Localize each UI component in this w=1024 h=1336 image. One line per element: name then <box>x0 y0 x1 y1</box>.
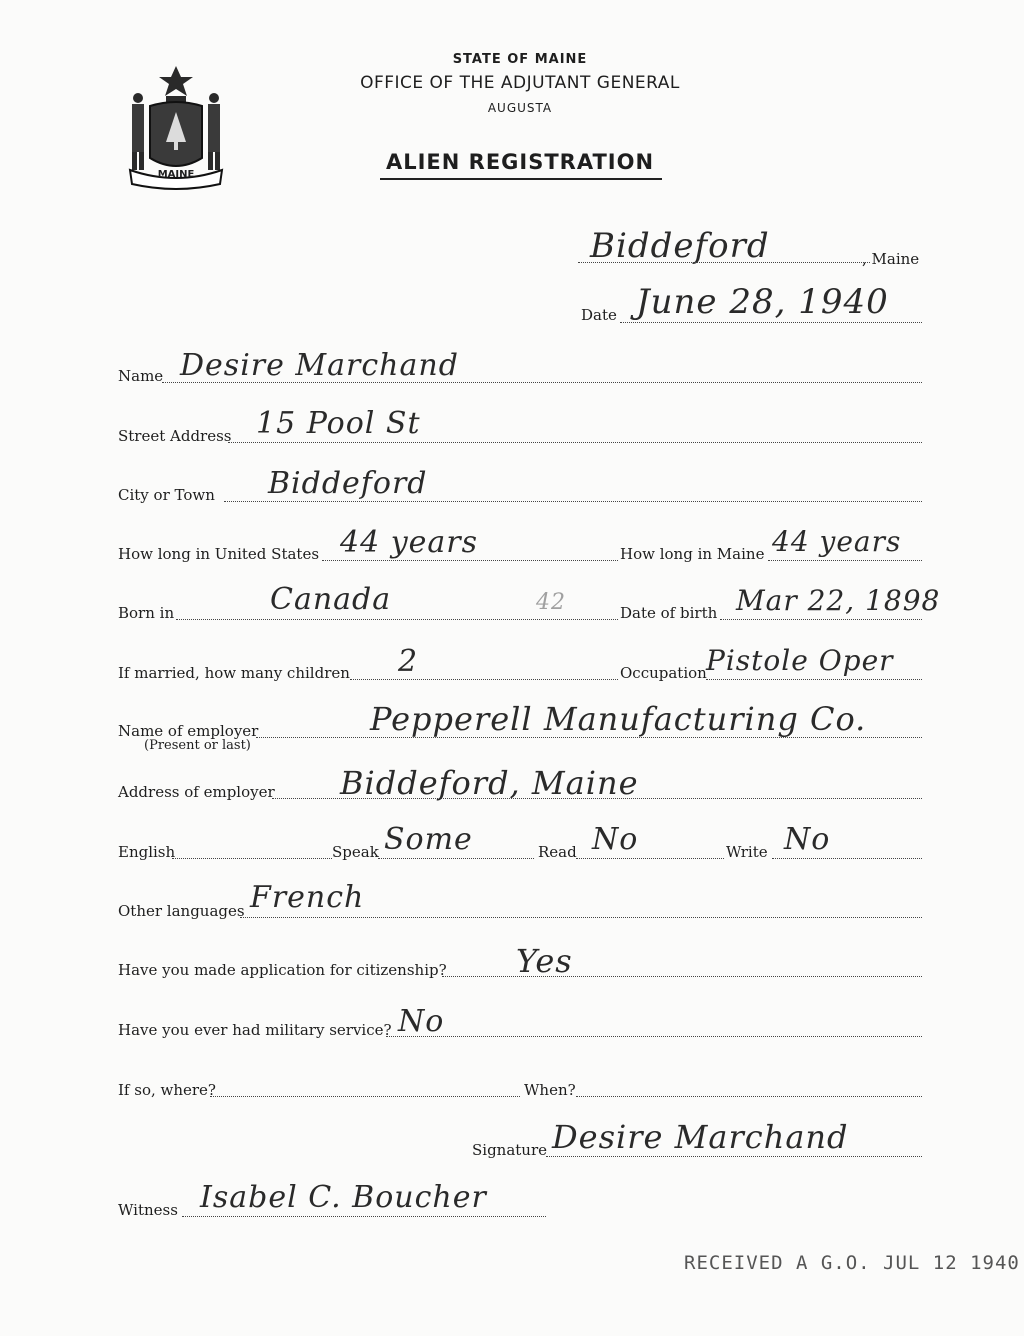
if-so-where-line <box>210 1096 520 1097</box>
header-state: STATE OF MAINE <box>452 52 588 67</box>
dob-value: Mar 22, 1898 <box>736 584 941 617</box>
received-stamp: RECEIVED A G.O. JUL 12 1940 <box>684 1252 1020 1274</box>
military-value: No <box>398 1004 445 1039</box>
how-long-maine-label: How long in Maine <box>620 545 765 563</box>
name-value: Desire Marchand <box>180 348 459 383</box>
employer-address-value: Biddeford, Maine <box>340 764 639 802</box>
how-long-us-line <box>322 560 618 561</box>
how-long-maine-value: 44 years <box>772 525 902 558</box>
employer-address-label: Address of employer <box>118 783 275 801</box>
born-note-value: 42 <box>536 590 566 615</box>
military-label: Have you ever had military service? <box>118 1021 392 1039</box>
street-label: Street Address <box>118 427 232 445</box>
witness-value: Isabel C. Boucher <box>200 1180 487 1215</box>
born-in-label: Born in <box>118 604 175 622</box>
dob-line <box>720 619 922 620</box>
signature-label: Signature <box>472 1141 548 1159</box>
other-languages-line <box>240 917 922 918</box>
occupation-value: Pistole Oper <box>706 644 894 677</box>
signature-value: Desire Marchand <box>552 1118 849 1156</box>
dob-label: Date of birth <box>620 604 718 622</box>
name-label: Name <box>118 367 164 385</box>
english-line <box>172 858 332 859</box>
city-label: City or Town <box>118 486 215 504</box>
date-value: June 28, 1940 <box>636 282 889 322</box>
speak-value: Some <box>384 822 473 857</box>
title-underline <box>380 178 662 180</box>
read-label: Read <box>538 843 577 861</box>
citizenship-label: Have you made application for citizenship? <box>118 961 447 979</box>
maine-suffix-label: , Maine <box>862 250 920 268</box>
when-label: When? <box>524 1081 576 1099</box>
date-line <box>620 322 922 323</box>
date-label: Date <box>581 306 617 324</box>
page-title: ALIEN REGISTRATION <box>385 150 655 174</box>
married-line <box>350 679 618 680</box>
write-label: Write <box>726 843 768 861</box>
seal-banner-text: MAINE <box>157 169 195 180</box>
street-value: 15 Pool St <box>256 406 421 441</box>
write-value: No <box>784 822 831 857</box>
born-in-value: Canada <box>270 582 392 617</box>
witness-label: Witness <box>118 1201 178 1219</box>
city-value: Biddeford <box>268 466 428 501</box>
english-label: English <box>118 843 176 861</box>
speak-line <box>378 858 534 859</box>
employer-value: Pepperell Manufacturing Co. <box>370 700 867 738</box>
town-value: Biddeford <box>590 226 770 266</box>
married-label: If married, how many children <box>118 664 350 682</box>
read-line <box>576 858 724 859</box>
occupation-label: Occupation <box>620 664 707 682</box>
employer-label: Name of employer <box>118 722 259 740</box>
citizenship-value: Yes <box>516 942 573 980</box>
write-line <box>772 858 922 859</box>
children-value: 2 <box>398 644 419 679</box>
city-line <box>224 501 922 502</box>
how-long-maine-line <box>768 560 922 561</box>
how-long-us-label: How long in United States <box>118 545 320 563</box>
header-office: OFFICE OF THE ADJUTANT GENERAL <box>360 73 680 93</box>
when-line <box>576 1096 922 1097</box>
read-value: No <box>592 822 639 857</box>
other-languages-label: Other languages <box>118 902 245 920</box>
header-city: AUGUSTA <box>487 101 553 115</box>
born-in-line <box>176 619 618 620</box>
military-line <box>386 1036 922 1037</box>
other-languages-value: French <box>250 880 365 915</box>
occupation-line <box>706 679 922 680</box>
signature-line <box>546 1156 922 1157</box>
citizenship-line <box>442 976 922 977</box>
street-line <box>228 442 922 443</box>
if-so-where-label: If so, where? <box>118 1081 216 1099</box>
how-long-us-value: 44 years <box>340 525 479 560</box>
speak-label: Speak <box>332 843 379 861</box>
employer-note-label: (Present or last) <box>144 738 251 753</box>
town-line <box>578 262 870 263</box>
witness-line <box>182 1216 546 1217</box>
